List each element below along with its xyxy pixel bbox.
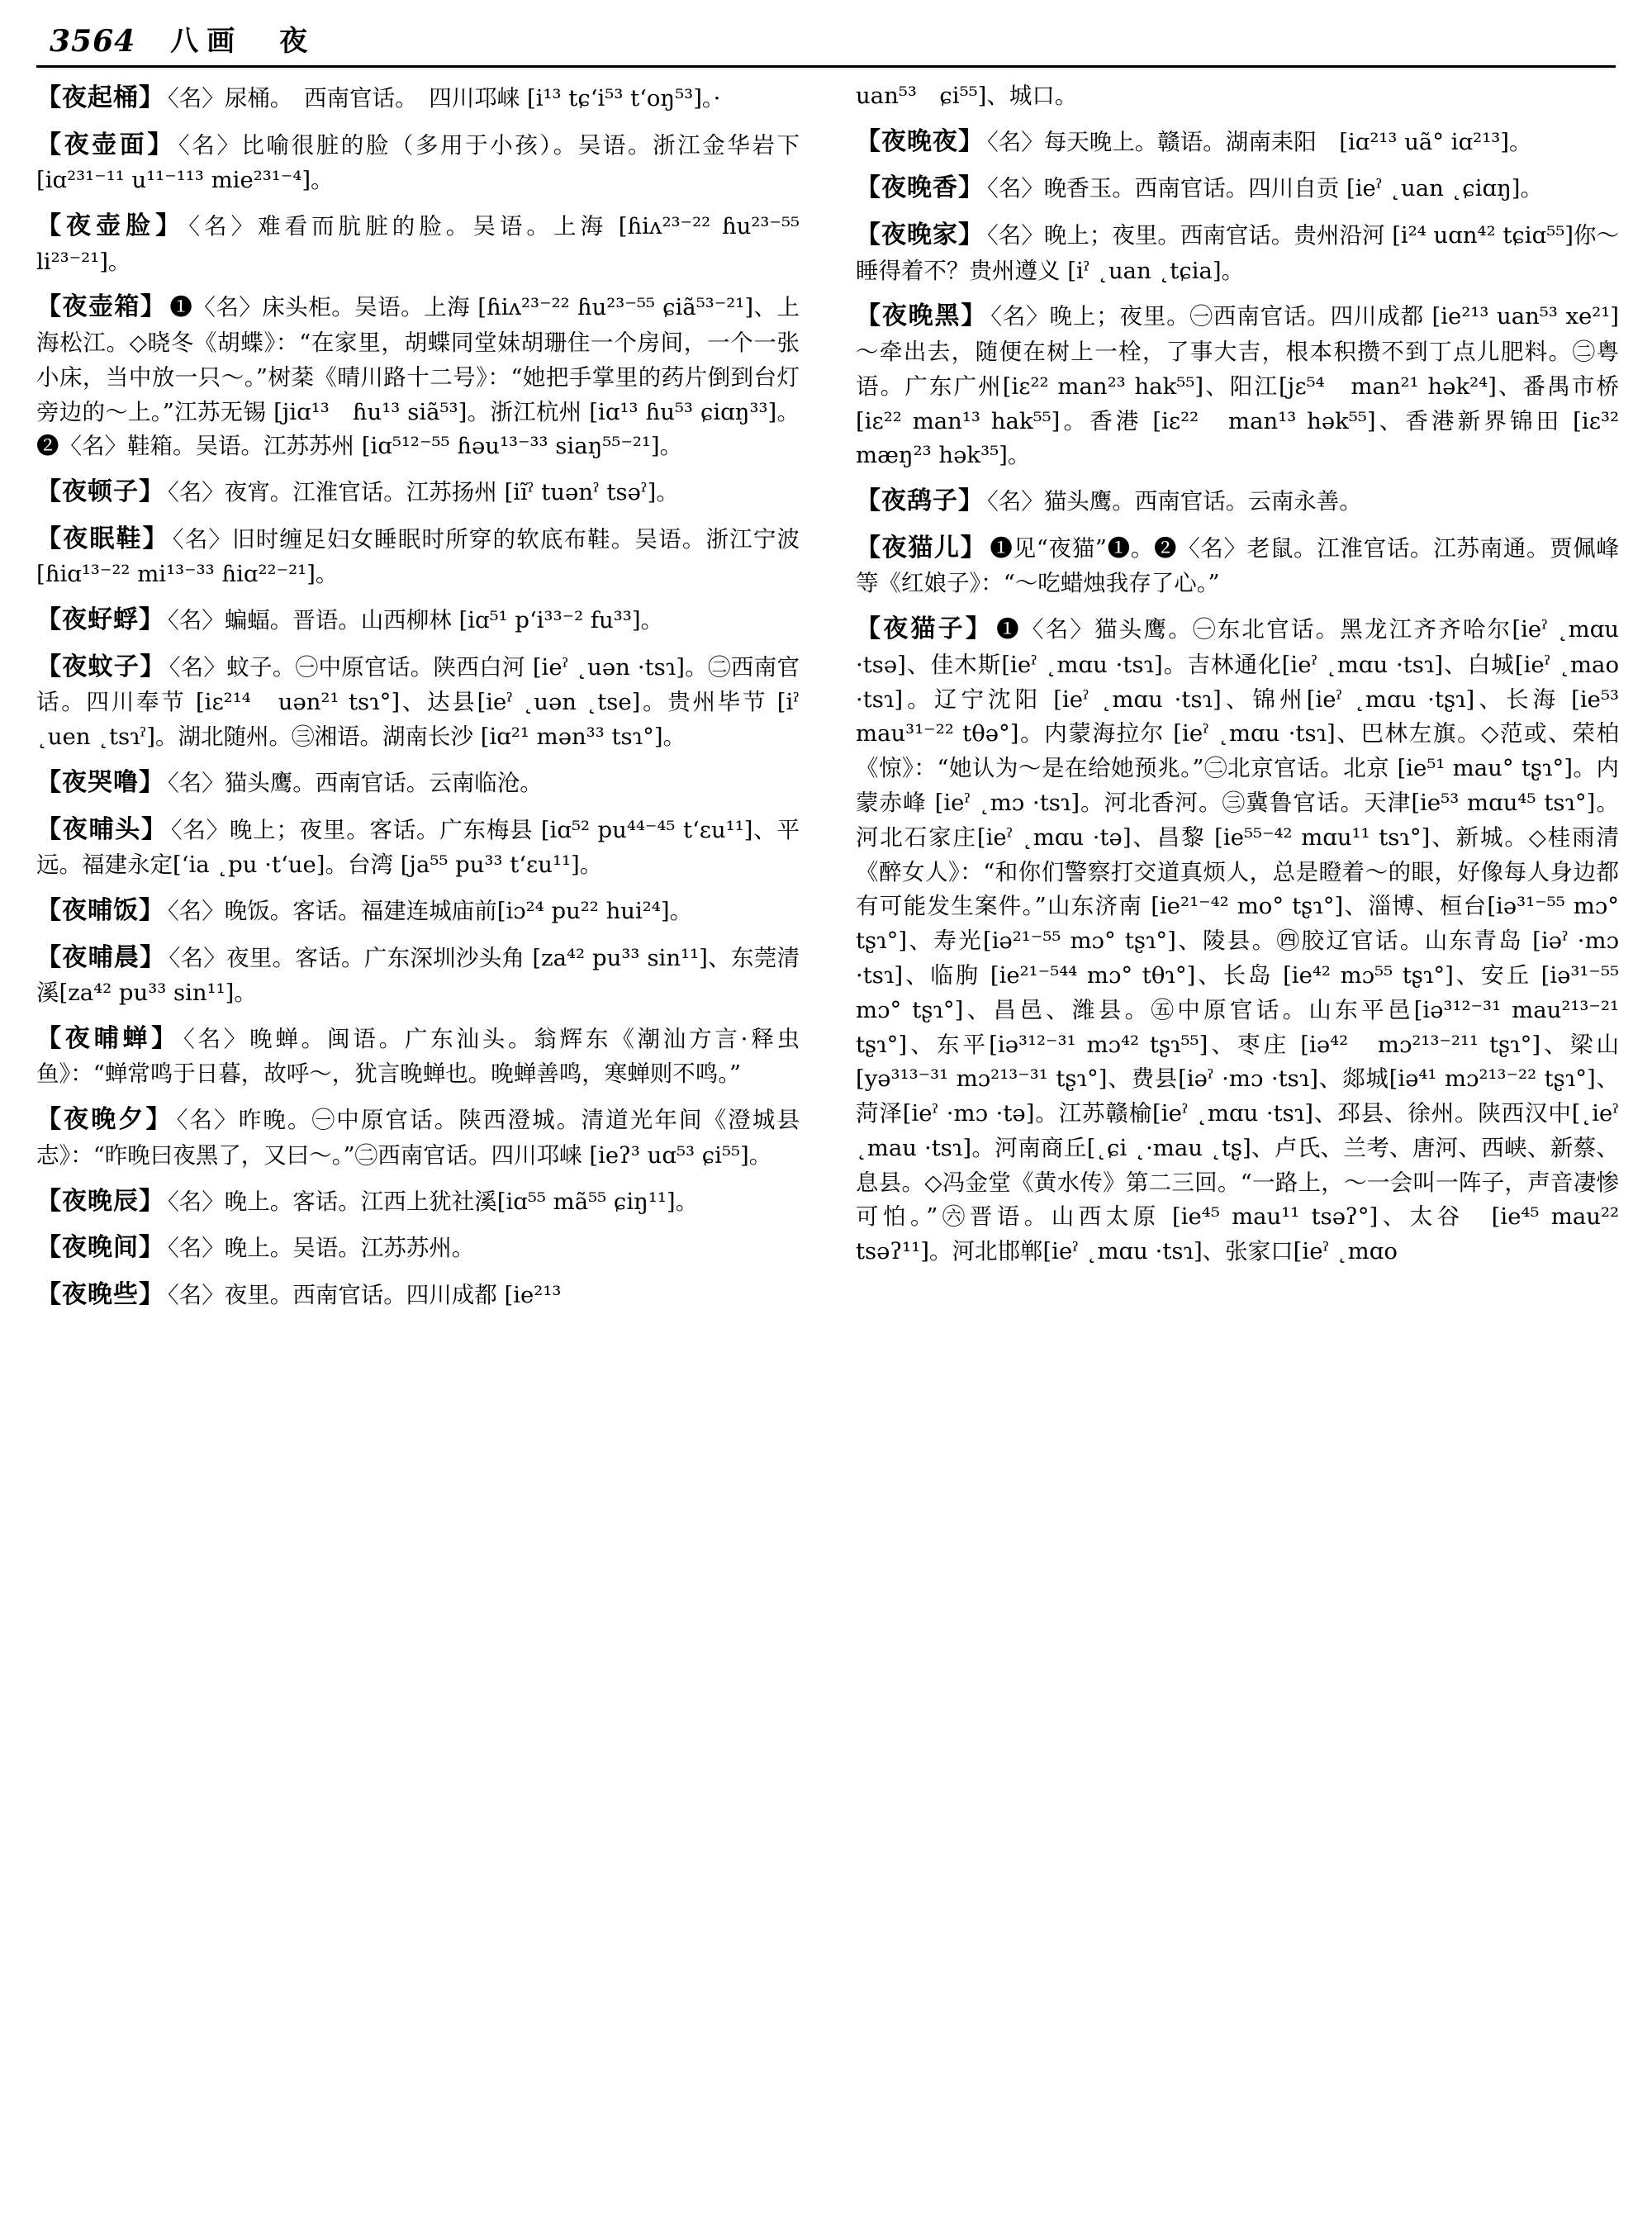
entry-body: 〈名〉蚊子。㊀中原官话。陕西白河 [ieˀ ˛uən ·tsɿ]。㊁西南官话。四川奉节 [iɛ²¹⁴ uən²¹ tsɿ°]、达县[ieˀ ˛uən ˛tse]。贵州毕节 [iˀ ˛uen ˛tsɿˀ]。湖北随州。㊂湘语。湖南长沙 [iɑ²¹ mən³³ tsɿ°]。 bbox=[36, 653, 800, 751]
entry-headword: 【夜壶脸】 bbox=[36, 211, 186, 240]
entry-headword: 【夜晚些】 bbox=[36, 1279, 164, 1309]
entry-body: 〈名〉晚饭。客话。福建连城庙前[iɔ²⁴ pu²² hui²⁴]。 bbox=[168, 897, 693, 924]
entry-headword: 【夜壶箱】 bbox=[36, 292, 167, 322]
entry-headword: 【夜猫子】 bbox=[856, 614, 994, 644]
entry bbox=[856, 482, 1619, 520]
entry-headword: 【夜晚家】 bbox=[856, 220, 985, 249]
entry-headword: 【夜晚夕】 bbox=[36, 1105, 173, 1135]
entry bbox=[856, 216, 1619, 288]
entry bbox=[36, 892, 800, 930]
entry bbox=[36, 1276, 800, 1314]
entry bbox=[36, 126, 800, 198]
entry bbox=[36, 648, 800, 755]
entry bbox=[36, 1020, 800, 1092]
entry-body: 〈名〉尿桶。 西南官话。 四川邛崃 [i¹³ tɕ‘i⁵³ t‘oŋ⁵³]。· bbox=[168, 85, 721, 112]
entry-body: 〈名〉晚上；夜里。西南官话。贵州沿河 [i²⁴ uɑn⁴² tɕiɑ⁵⁵]你～睡得着不？贵州遵义 [iˀ ˛uan ˛tɕia]。 bbox=[856, 221, 1620, 284]
entry-body: 〈名〉每天晚上。赣语。湖南耒阳 [iɑ²¹³ uã° iɑ²¹³]。 bbox=[987, 128, 1532, 155]
entry-headword: 【夜猫儿】 bbox=[856, 533, 987, 562]
entry-body: 〈名〉晚上；夜里。㊀西南官话。四川成都 [ie²¹³ uan⁵³ xe²¹]～牵出去，随便在树上一栓，了事大吉，根本积攒不到丁点儿肥料。㊁粤语。广东广州[iɛ²² man²³ hak⁵⁵]、阳江[jɛ⁵⁴ man²¹ hək²⁴]、番禺市桥[iɛ²² man¹³ hak⁵⁵]。香港 [iɛ²² man¹³ hək⁵⁵]、香港新界锦田 [iɛ³² mæŋ²³ hək³⁵]。 bbox=[856, 303, 1620, 469]
entry-body: 〈名〉晚蝉。闽语。广东汕头。翁辉东《潮汕方言·释虫鱼》：“蝉常鸣于日暮，故呼～，犹言晚蝉也。晚蝉善鸣，寒蝉则不鸣。” bbox=[36, 1025, 800, 1088]
entry-headword: 【夜晚辰】 bbox=[36, 1186, 164, 1216]
entry-body: 〈名〉昨晚。㊀中原官话。陕西澄城。清道光年间《澄城县志》：“昨晚曰夜黑了，又曰～。”㊁西南官话。四川邛崃 [ieʔ³ uɑ⁵³ ɕi⁵⁵]。 bbox=[36, 1107, 800, 1169]
entry-body: 〈名〉难看而肮脏的脸。吴语。上海 [ɦiʌ²³⁻²² ɦu²³⁻⁵⁵ li²³⁻²¹]。 bbox=[36, 212, 800, 275]
entry bbox=[36, 939, 800, 1011]
entry-headword: 【夜晡晨】 bbox=[36, 942, 166, 972]
right-column bbox=[828, 79, 1619, 2227]
entry bbox=[36, 811, 800, 883]
entry-body: 〈名〉蝙蝠。晋语。山西柳林 [iɑ⁵¹ p‘i³³⁻² fu³³]。 bbox=[168, 607, 664, 634]
entry-headword: 【夜晡饭】 bbox=[36, 895, 164, 925]
entry-headword: 【夜晚黑】 bbox=[856, 301, 988, 331]
section-label: 八画 夜 bbox=[170, 25, 316, 58]
entry-headword: 【夜眠鞋】 bbox=[36, 524, 169, 553]
entry-body: 〈名〉晚上；夜里。客话。广东梅县 [iɑ⁵² pu⁴⁴⁻⁴⁵ t‘ɛu¹¹]、平远。福建永定[‘ia ˛pu ·t‘ue]。台湾 [ja⁵⁵ pu³³ t‘ɛu¹¹]。 bbox=[36, 816, 800, 879]
entry-body: 〈名〉猫头鹰。西南官话。云南临沧。 bbox=[168, 769, 543, 796]
entry-headword: 【夜晚香】 bbox=[856, 173, 984, 203]
entry-body: ❶〈名〉床头柜。吴语。上海 [ɦiʌ²³⁻²² ɦu²³⁻⁵⁵ ɕiã⁵³⁻²¹]、上海松江。◇晓冬《胡蝶》：“在家里，胡蝶同堂妹胡珊住一个房间，一个一张小床，当中放一只～。”树棻《晴川路十二号》：“她把手掌里的药片倒到台灯旁边的～上。”江苏无锡 [jiɑ¹³ ɦu¹³ siã⁵³]。浙江杭州 [iɑ¹³ ɦu⁵³ ɕiɑŋ³³]。❷〈名〉鞋箱。吴语。江苏苏州 [iɑ⁵¹²⁻⁵⁵ ɦəu¹³⁻³³ siaŋ⁵⁵⁻²¹]。 bbox=[36, 294, 800, 460]
entry bbox=[36, 764, 800, 802]
entry-body: 〈名〉夜宵。江淮官话。江苏扬州 [iĩˀ tuənˀ tsəˀ]。 bbox=[168, 479, 679, 506]
entry-headword: 【夜晡蝉】 bbox=[36, 1023, 180, 1053]
entry-headword: 【夜蚊子】 bbox=[36, 652, 166, 681]
entry-headword: 【夜顿子】 bbox=[36, 477, 164, 507]
header-rule bbox=[36, 65, 1616, 68]
entry bbox=[36, 520, 800, 592]
entry bbox=[36, 601, 800, 639]
entry bbox=[856, 610, 1619, 1269]
entry bbox=[36, 1183, 800, 1221]
entry bbox=[36, 79, 800, 117]
page-number: 3564 bbox=[50, 24, 136, 59]
entry-body: 〈名〉夜里。客话。广东深圳沙头角 [za⁴² pu³³ sin¹¹]、东莞清溪[za⁴² pu³³ sin¹¹]。 bbox=[36, 944, 800, 1007]
entry-body: 〈名〉比喻很脏的脸（多用于小孩）。吴语。浙江金华岩下 [iɑ²³¹⁻¹¹ u¹¹⁻¹¹³ mie²³¹⁻⁴]。 bbox=[36, 131, 800, 194]
entry-headword: 【夜晡头】 bbox=[36, 814, 168, 844]
entry-headword: 【夜起桶】 bbox=[36, 83, 164, 112]
entry bbox=[36, 288, 800, 464]
entry-headword: 【夜晚间】 bbox=[36, 1233, 164, 1263]
entry-body: 〈名〉旧时缠足妇女睡眠时所穿的软底布鞋。吴语。浙江宁波 [ɦiɑ¹³⁻²² mi¹³⁻³³ ɦiɑ²²⁻²¹]。 bbox=[36, 525, 800, 588]
running-head bbox=[0, 0, 1652, 59]
entry-body: 〈名〉晚香玉。西南官话。四川自贡 [ieˀ ˛uan ˛ɕiɑŋ]。 bbox=[987, 175, 1544, 202]
entry-body: ❶〈名〉猫头鹰。㊀东北官话。黑龙江齐齐哈尔[ieˀ ˛mɑu ·tsə]、佳木斯[ieˀ ˛mɑu ·tsɿ]。吉林通化[ieˀ ˛mɑu ·tsɿ]、白城[ieˀ ˛mao ·tsɿ]。辽宁沈阳 [ieˀ ˛mɑu ·tsɿ]、锦州[ieˀ ˛mɑu ·tʂɿ]、长海 [ie⁵³ mau³¹⁻²² tθə°]。内蒙海拉尔 [ieˀ ˛mɑu ·tsɿ]、巴林左旗。◇范或、荣柏《惊》：“她认为～是在给她预兆。”㊁北京官话。北京 [ie⁵¹ mau° tʂɿ°]。内蒙赤峰 [ieˀ ˛mɔ ·tsɿ]。河北香河。㊂冀鲁官话。天津[ie⁵³ mɑu⁴⁵ tsɿ°]。河北石家庄[ieˀ ˛mɑu ·tə]、昌黎 [ie⁵⁵⁻⁴² mɑu¹¹ tsɿ°]、新城。◇桂雨清《醉女人》：“和你们警察打交道真烦人，总是瞪着～的眼，好像每人身边都有可能发生案件。”山东济南 [ie²¹⁻⁴² mo° tʂɿ°]、淄博、桓台[iə³¹⁻⁵⁵ mɔ° tʂɿ°]、寿光[iə²¹⁻⁵⁵ mɔ° tʂɿ°]、陵县。㊃胶辽官话。山东青岛 [iəˀ ·mɔ ·tsɿ]、临朐 [ie²¹⁻⁵⁴⁴ mɔ° tθɿ°]、长岛 [ie⁴² mɔ⁵⁵ tʂɿ°]、安丘 [iə³¹⁻⁵⁵ mɔ° tʂɿ°]、昌邑、潍县。㊄中原官话。山东平邑[iə³¹²⁻³¹ mau²¹³⁻²¹ tʂɿ°]、东平[iə³¹²⁻³¹ mɔ⁴² tʂɿ⁵⁵]、枣庄 [iə⁴² mɔ²¹³⁻²¹¹ tʂɿ°]、梁山 [yə³¹³⁻³¹ mɔ²¹³⁻³¹ tʂɿ°]、费县[iəˀ ·mɔ ·tsɿ]、郯城[iə⁴¹ mɔ²¹³⁻²² tʂɿ°]、菏泽[ieˀ ·mɔ ·tə]。江苏赣榆[ieˀ ˛mɑu ·tsɿ]、邳县、徐州。陕西汉中[˛ieˀ ˛mau ·tsɿ]。河南商丘[˛ɕi ˛·mau ˛tʂ]、卢氏、兰考、唐河、西峡、新蔡、息县。◇冯金堂《黄水传》第二三回。“一路上，～一会叫一阵子，声音凄惨可怕。”㊅晋语。山西太原 [ie⁴⁵ mau¹¹ tsəʔ°]、太谷 [ie⁴⁵ mau²² tsəʔ¹¹]。河北邯郸[ieˀ ˛mɑu ·tsɿ]、张家口[ieˀ ˛mɑo bbox=[856, 616, 1620, 1265]
entry bbox=[36, 1229, 800, 1267]
entry-headword: 【夜哭噜】 bbox=[36, 767, 164, 797]
entry-headword: 【夜鸹子】 bbox=[856, 486, 984, 516]
entry-headword: 【夜壶面】 bbox=[36, 130, 175, 159]
entry bbox=[856, 529, 1619, 601]
entry bbox=[856, 123, 1619, 161]
entry-body: 〈名〉晚上。吴语。江苏苏州。 bbox=[168, 1235, 475, 1262]
entry-body: 〈名〉夜里。西南官话。四川成都 [ie²¹³ bbox=[168, 1281, 562, 1308]
entry bbox=[856, 169, 1619, 207]
entry bbox=[36, 473, 800, 511]
entry bbox=[36, 1101, 800, 1173]
entry-body: 〈名〉猫头鹰。西南官话。云南永善。 bbox=[987, 488, 1362, 515]
entry-body: 〈名〉晚上。客话。江西上犹社溪[iɑ⁵⁵ mã⁵⁵ ɕiŋ¹¹]。 bbox=[168, 1188, 699, 1215]
left-column bbox=[36, 79, 828, 2227]
body-columns bbox=[0, 79, 1652, 2227]
entry-headword: 【夜晚夜】 bbox=[856, 126, 984, 156]
entry bbox=[36, 207, 800, 279]
entry-body: ❶见“夜猫”❶。❷〈名〉老鼠。江淮官话。江苏南通。贾佩峰等《红娘子》：“～吃蜡烛我存了心。” bbox=[856, 534, 1619, 597]
entry-continuation: uan⁵³ ɕi⁵⁵]、城口。 bbox=[856, 83, 1078, 109]
entry-headword: 【夜虸蜉】 bbox=[36, 605, 164, 635]
entry bbox=[856, 297, 1619, 473]
